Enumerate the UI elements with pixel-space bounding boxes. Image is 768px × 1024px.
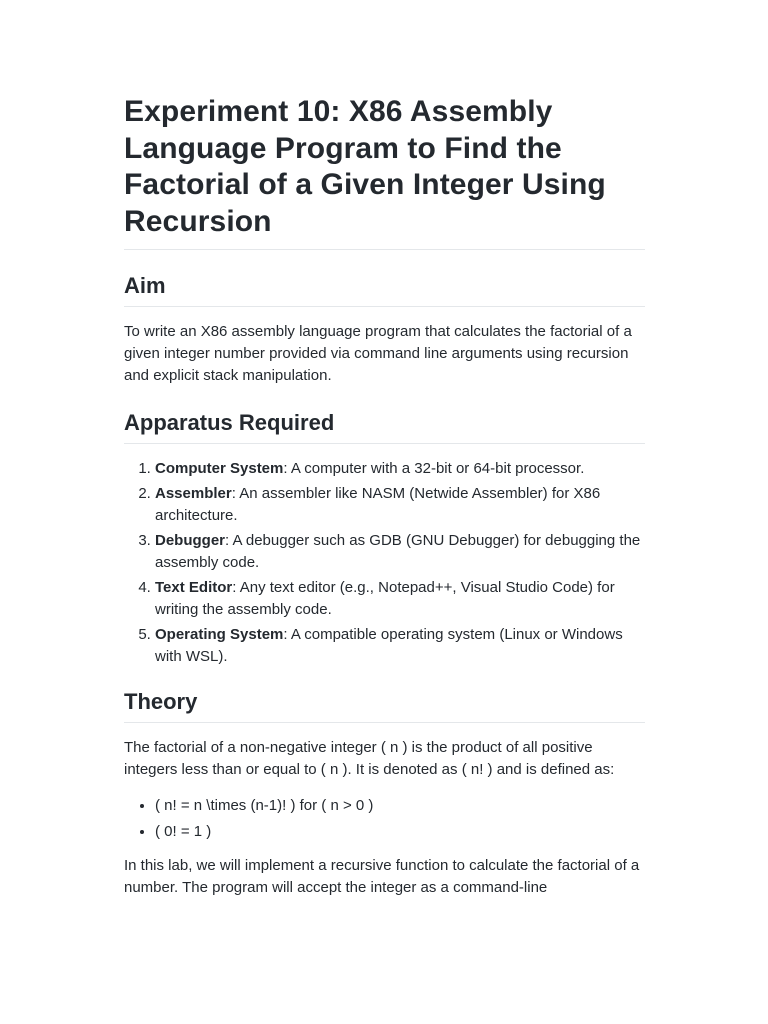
page-title: Experiment 10: X86 Assembly Language Program to Find the Factorial of a Given Integer Using Recursion xyxy=(124,94,645,250)
apparatus-desc: : A compatible operating system (Linux or Windows with WSL). xyxy=(155,626,623,665)
apparatus-list xyxy=(124,458,645,668)
apparatus-item xyxy=(155,577,645,621)
apparatus-item xyxy=(155,483,645,527)
apparatus-term: Assembler xyxy=(155,485,232,502)
apparatus-term: Text Editor xyxy=(155,579,233,596)
theory-heading: Theory xyxy=(124,688,645,723)
theory-intro: The factorial of a non-negative integer ( n ) is the product of all positive integers less than or equal to ( n ). It is denoted as ( n! ) and is defined as: xyxy=(124,739,615,778)
apparatus-term: Operating System xyxy=(155,626,284,643)
apparatus-desc: : An assembler like NASM (Netwide Assembler) for X86 architecture. xyxy=(155,485,601,524)
apparatus-desc: : Any text editor (e.g., Notepad++, Visual Studio Code) for writing the assembly code. xyxy=(155,579,615,618)
aim-heading: Aim xyxy=(124,272,645,307)
apparatus-item xyxy=(155,458,645,480)
theory-bullet: • ( n! = n \times (n-1)! ) for ( n > 0 ) xyxy=(155,795,645,817)
apparatus-item xyxy=(155,624,645,668)
document-body xyxy=(124,94,645,899)
apparatus-term: Debugger xyxy=(155,532,226,549)
apparatus-desc: : A computer with a 32-bit or 64-bit processor. xyxy=(283,460,585,477)
aim-text: To write an X86 assembly language program that calculates the factorial of a given integer number provided via command line arguments using recursion and explicit stack manipulation. xyxy=(124,323,632,384)
theory-bullet: • ( 0! = 1 ) xyxy=(155,821,645,843)
apparatus-item xyxy=(155,530,645,574)
theory-bullets xyxy=(124,795,645,843)
theory-lab-text: In this lab, we will implement a recursive function to calculate the factorial of a number. The program will accept the integer as a command-line xyxy=(124,857,640,896)
apparatus-desc: : A debugger such as GDB (GNU Debugger) for debugging the assembly code. xyxy=(155,532,641,571)
apparatus-heading: Apparatus Required xyxy=(124,409,645,444)
apparatus-term: Computer System xyxy=(155,460,284,477)
